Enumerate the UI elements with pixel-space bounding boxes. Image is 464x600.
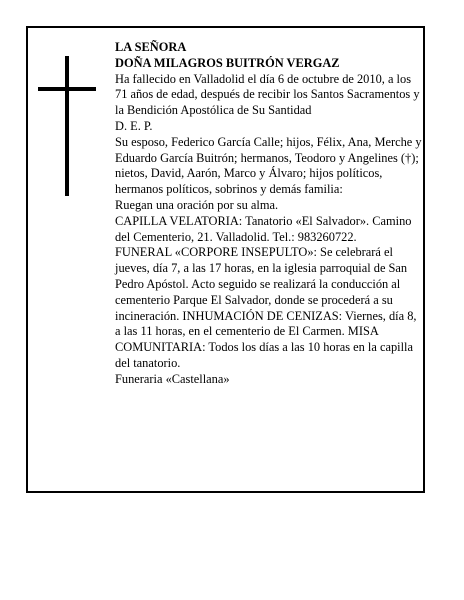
cross-icon <box>65 56 69 196</box>
cross-icon-bar <box>38 87 96 91</box>
rip-line: D. E. P. <box>115 118 153 133</box>
deceased-name: DOÑA MILAGROS BUITRÓN VERGAZ <box>115 55 340 70</box>
funeral-home: Funeraria «Castellana» <box>115 371 230 386</box>
death-announcement: Ha fallecido en Valladolid el día 6 de octubre de 2010, a los 71 años de edad, después de recibir los Santos Sacramentos y la Bendición Apostólica de Su Santidad <box>115 71 420 118</box>
chapel-info: CAPILLA VELATORIA: Tanatorio «El Salvador». Camino del Cementerio, 21. Valladolid. Tel.: 983260722. <box>115 213 412 244</box>
notice-title: LA SEÑORA <box>115 40 187 54</box>
obituary-text <box>115 40 425 388</box>
funeral-info: FUNERAL «CORPORE INSEPULTO»: Se celebrará el jueves, día 7, a las 17 horas, en la iglesia parroquial de San Pedro Apóstol. Acto seguido se realizará la conducción al cementerio Parque El Salvador, donde se procederá a su incineración. INHUMACIÓN DE CENIZAS: Viernes, día 8, a las 11 horas, en el cementerio de El Carmen. MISA COMUNITARIA: Todos los días a las 10 horas en la capilla del tanatorio. <box>115 245 417 370</box>
family-list: Su esposo, Federico García Calle; hijos, Félix, Ana, Merche y Eduardo García Buitrón; hermanos, Teodoro y Angelines (†); nietos, David, Aarón, Marco y Álvaro; hijos políticos, hermanos políticos, sobrinos y demás familia: <box>115 134 422 197</box>
prayer-request: Ruegan una oración por su alma. <box>115 197 279 212</box>
